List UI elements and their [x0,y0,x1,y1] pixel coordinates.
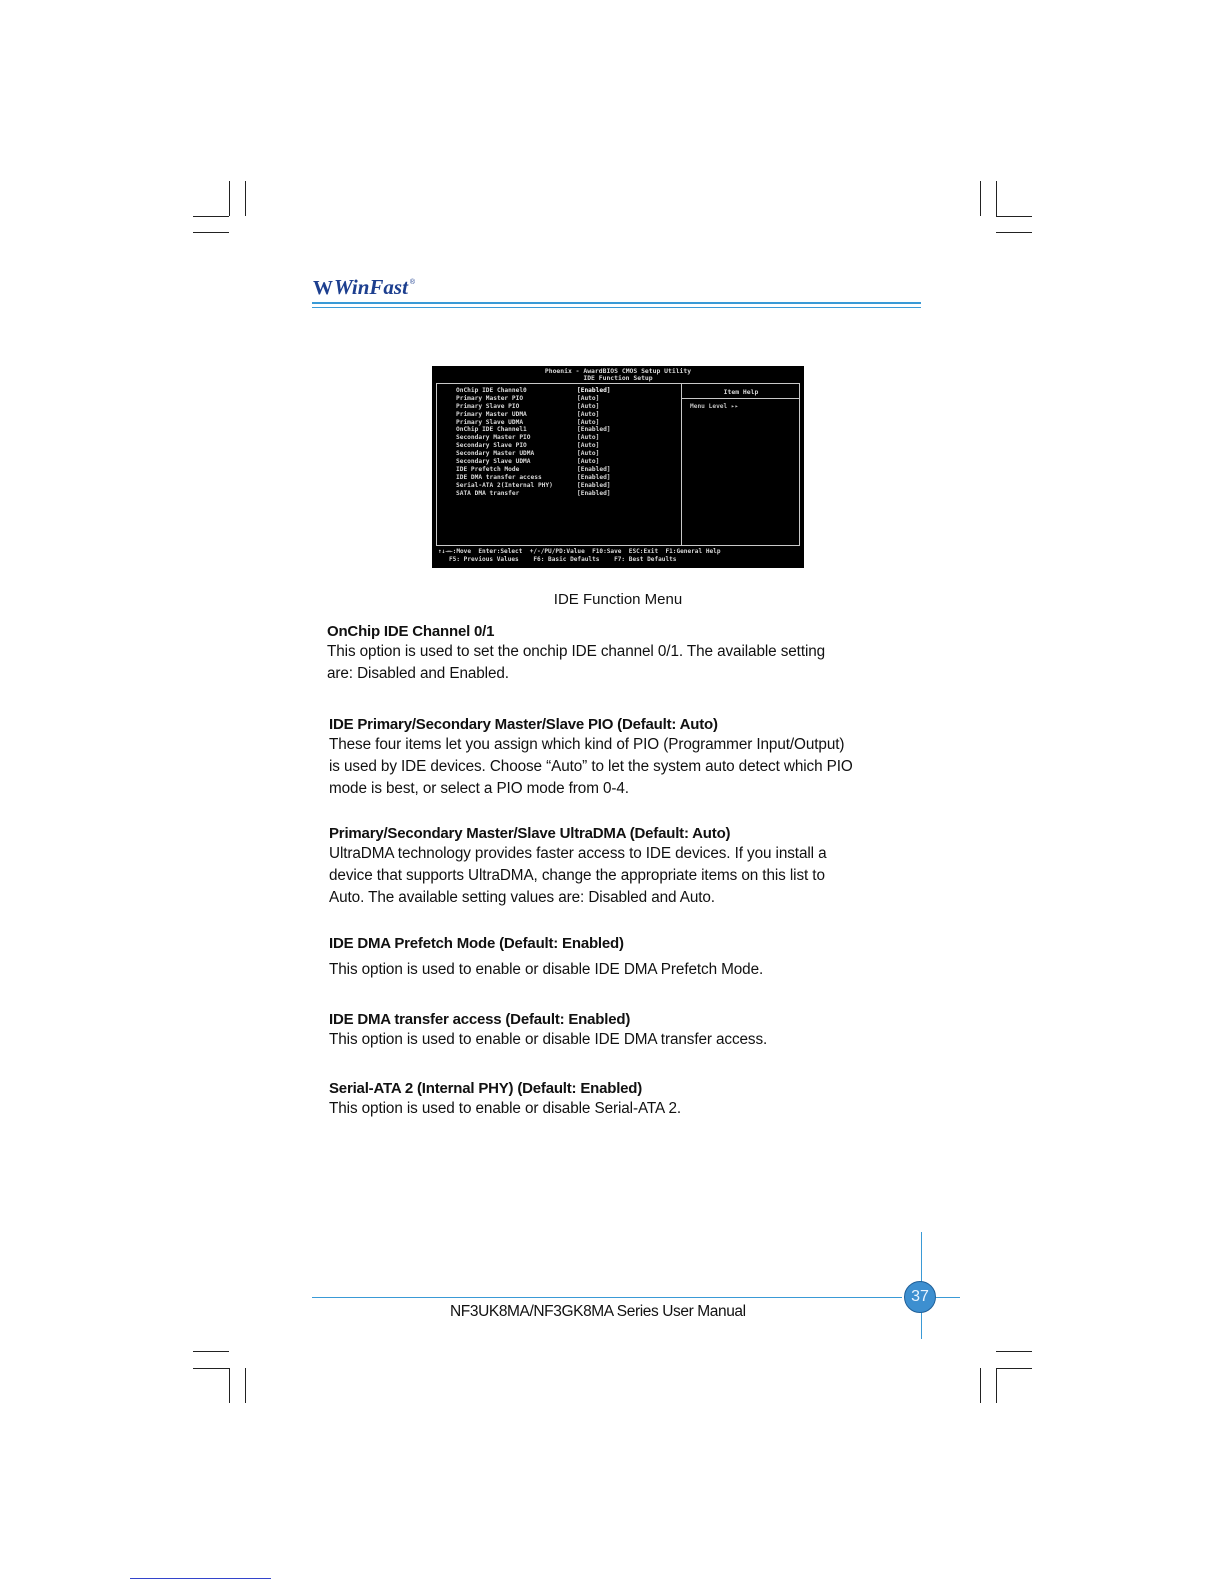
bios-help-title: Item Help [723,388,759,396]
bios-item-value: [Enabled] [577,489,611,497]
section-heading: IDE DMA transfer access (Default: Enabled) [329,1011,631,1028]
bios-item-label: Secondary Slave UDMA [456,458,531,466]
section-heading: IDE Primary/Secondary Master/Slave PIO (Default: Auto) [329,716,718,733]
section-dma-transfer [329,1010,929,1051]
bios-item-label: IDE DMA transfer access [456,473,542,481]
crop-mark [996,1351,1032,1352]
bios-item-label: Primary Master UDMA [456,410,527,418]
footer-rule-right [936,1297,960,1298]
bios-help-rule [682,398,800,399]
section-ide-pio [329,715,929,800]
bios-divider [681,383,682,546]
section-line: This option is used to enable or disable IDE DMA Prefetch Mode. [329,961,764,978]
section-heading: OnChip IDE Channel 0/1 [327,623,495,640]
page-number-badge: 37 [904,1281,936,1313]
bios-item-value: [Enabled] [577,465,611,473]
section-serial-ata [329,1079,929,1120]
section-line: is used by IDE devices. Choose “Auto” to let the system auto detect which PIO [329,758,853,775]
manual-title: NF3UK8MA/NF3GK8MA Series User Manual [450,1303,746,1320]
bios-item-value: [Enabled] [577,387,611,394]
footer-rule [312,1297,902,1298]
section-line: This option is used to set the onchip IDE channel 0/1. The available setting [327,643,826,660]
section-prefetch [329,934,929,981]
section-line: are: Disabled and Enabled. [327,665,509,682]
crop-mark [996,181,997,216]
bios-item-label: Secondary Master UDMA [456,450,535,458]
bios-item-label: OnChip IDE Channel1 [456,426,527,434]
section-ultradma [329,824,929,909]
bios-footer [438,548,721,564]
section-line: Auto. The available setting values are: Disabled and Auto. [329,889,715,906]
crop-mark [245,181,246,216]
crop-mark [193,1368,229,1369]
section-line: This option is used to enable or disable IDE DMA transfer access. [329,1031,768,1048]
winfast-logo [313,276,415,300]
crop-mark [996,216,1032,217]
figure-caption: IDE Function Menu [553,591,683,608]
registered-mark: ® [409,279,416,286]
bios-item-value: [Auto] [577,458,600,466]
bios-item-label: SATA DMA transfer [456,489,520,497]
header-rule-thin [312,307,921,308]
section-heading: Primary/Secondary Master/Slave UltraDMA (Default: Auto) [329,825,731,842]
crop-mark [980,1368,981,1403]
bios-screenshot [432,366,804,568]
crop-mark [996,232,1032,233]
bios-item-value: [Enabled] [577,481,611,489]
crop-mark [980,181,981,216]
bios-footer-line: ↑↓→←:Move Enter:Select +/-/PU/PD:Value F10:Save ESC:Exit F1:General Help [438,548,721,555]
section-line: These four items let you assign which kind of PIO (Programmer Input/Output) [329,736,845,753]
bios-item-value: [Enabled] [577,426,611,434]
section-onchip-ide [327,622,927,685]
crop-mark [229,181,230,216]
bios-item-value: [Auto] [577,394,600,402]
bios-item-value: [Auto] [577,402,600,410]
crop-mark [996,1368,1032,1369]
bios-item-label: Primary Slave PIO [456,402,520,410]
bios-item-value: [Auto] [577,450,600,458]
bios-item-value: [Auto] [577,434,600,442]
bios-item-label: Secondary Slave PIO [456,442,527,450]
bios-item-label: Primary Master PIO [456,394,524,402]
section-heading: IDE DMA Prefetch Mode (Default: Enabled) [329,935,624,952]
bios-subtitle: IDE Function Setup [583,374,653,382]
section-line: This option is used to enable or disable Serial-ATA 2. [329,1100,682,1117]
bios-item-value: [Auto] [577,410,600,418]
crop-mark [996,1368,997,1403]
header-rule [312,302,921,304]
crop-mark [193,216,229,217]
bios-item-label: Serial-ATA 2(Internal PHY) [456,481,553,489]
bottom-link-underline [130,1578,271,1579]
crop-mark [229,1368,230,1403]
bios-title: Phoenix - AwardBIOS CMOS Setup Utility [544,367,692,375]
section-line: mode is best, or select a PIO mode from 0-4. [329,780,629,797]
bios-item-value: [Auto] [577,442,600,450]
section-line: device that supports UltraDMA, change the appropriate items on this list to [329,867,825,884]
bios-item-label: Secondary Master PIO [456,434,531,442]
logo-name: WinFast [334,275,408,299]
bios-item-label: Primary Slave UDMA [456,418,524,426]
bios-footer-line: F5: Previous Values F6: Basic Defaults F7: Best Defaults [438,556,677,563]
bios-help-text: Menu Level ▸▸ [690,403,739,410]
bios-item-label: OnChip IDE Channel0 [456,387,527,394]
crop-mark [193,1351,229,1352]
section-line: UltraDMA technology provides faster access to IDE devices. If you install a [329,845,827,862]
crop-mark [245,1368,246,1403]
bios-item-label: IDE Prefetch Mode [456,465,520,473]
section-heading: Serial-ATA 2 (Internal PHY) (Default: Enabled) [329,1080,643,1097]
crop-mark [193,232,229,233]
bios-item-value: [Enabled] [577,473,611,481]
logo-mark: W [313,277,331,299]
bios-item-value: [Auto] [577,418,600,426]
